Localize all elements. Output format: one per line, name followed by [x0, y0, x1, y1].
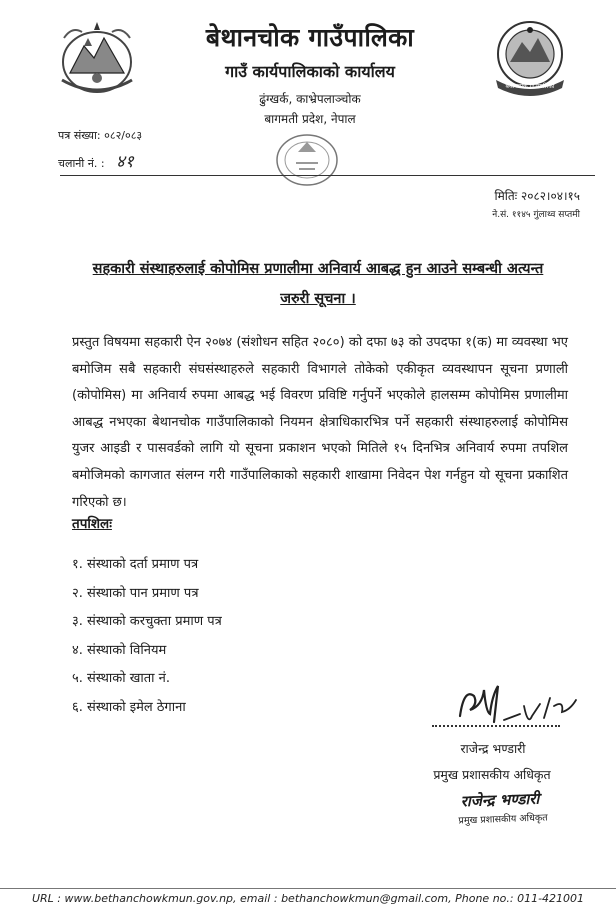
office-name: गाउँ कार्यपालिकाको कार्यालय [225, 62, 395, 81]
svg-text:बेथानचोक गाउँपालिका: बेथानचोक गाउँपालिका [505, 83, 555, 90]
dispatch-label: चलानी नं. : [58, 157, 105, 170]
notice-title-line2: जरुरी सूचना । [280, 291, 356, 307]
title-stamp: प्रमुख प्रशासकीय अधिकृत [458, 812, 548, 827]
signatory-title: प्रमुख प्रशासकीय अधिकृत [433, 767, 551, 782]
reference-number [58, 128, 142, 143]
nepal-emblem-logo [52, 18, 142, 100]
list-item: ५. संस्थाको खाता नं. [72, 671, 171, 686]
document-list [72, 551, 222, 722]
office-address: ढुंग्खर्क, काभ्रेपलाञ्चोक [259, 92, 361, 106]
reference-label: पत्र संख्या: [58, 129, 101, 142]
list-item: ६. संस्थाको इमेल ठेगाना [72, 699, 186, 715]
dispatch-value: ४१ [116, 152, 134, 172]
municipality-name: बेथानचोक गाउँपालिका [205, 23, 415, 52]
municipality-logo [490, 18, 570, 96]
office-stamp [274, 132, 340, 188]
signatory-name: राजेन्द्र भण्डारी [460, 741, 526, 756]
reference-value: ०८२/०८३ [104, 129, 143, 142]
handwritten-signature [420, 676, 590, 736]
header-divider [60, 175, 595, 176]
footer-divider [0, 888, 616, 889]
dispatch-number [58, 149, 134, 172]
schedule-heading: तपशिलः [72, 516, 112, 532]
list-item: ३. संस्थाको करचुक्ता प्रमाण पत्र [72, 614, 222, 629]
notice-title [58, 254, 578, 314]
name-stamp: राजेन्द्र भण्डारी [460, 789, 540, 811]
notice-title-line1: सहकारी संस्थाहरुलाई कोपोमिस प्रणालीमा अनिवार्य आबद्ध हुन आउने सम्बन्धी अत्यन्त [92, 261, 544, 277]
nepal-sambat-date: ने.सं. ११४५ गुंलाथ्व सप्तमी [492, 210, 580, 220]
signature-line [432, 725, 560, 727]
list-item: १. संस्थाको दर्ता प्रमाण पत्र [72, 557, 199, 572]
list-item: २. संस्थाको पान प्रमाण पत्र [72, 585, 199, 601]
office-province: बागमती प्रदेश, नेपाल [264, 112, 356, 126]
notice-body: प्रस्तुत विषयमा सहकारी ऐन २०७४ (संशोधन सहित २०८०) को दफा ७३ को उपदफा १(क) मा व्यवस्था भए बमोजिम सबै सहकारी संघसंस्थाहरुले सहकारी विभागले तोकेको एकीकृत व्यवस्थापन सूचना प्रणाली (कोपोमिस) मा अनिवार्य रुपमा आबद्ध भई विवरण प्रविष्टि गर्नुपर्ने भएकोले हालसम्म कोपोमिस प्रणालीमा आबद्ध नभएका बेथानचोक गाउँपालिकाको नियमन क्षेत्राधिकारभित्र पर्ने सहकारी संस्थाहरुलाई कोपोमिस युजर आइडी र पासवर्डको लागि यो सूचना प्रकाशन भएको मितिले १५ दिनभित्र अनिवार्य रुपमा तपशिल बमोजिमको कागजात संलग्न गरी गाउँपालिकाको सहकारी शाखामा निवेदन पेश गर्नहुन यो सूचना प्रकाशित गरिएको छ। [72, 335, 568, 510]
list-item: ४. संस्थाको विनियम [72, 642, 167, 658]
footer-contact: URL : www.bethanchowkmun.gov.np, email : bethanchowkmun@gmail.com, Phone no.: 011-421001 [31, 892, 585, 905]
letter-date: मितिः २०८२।०४।१५ [494, 189, 580, 203]
